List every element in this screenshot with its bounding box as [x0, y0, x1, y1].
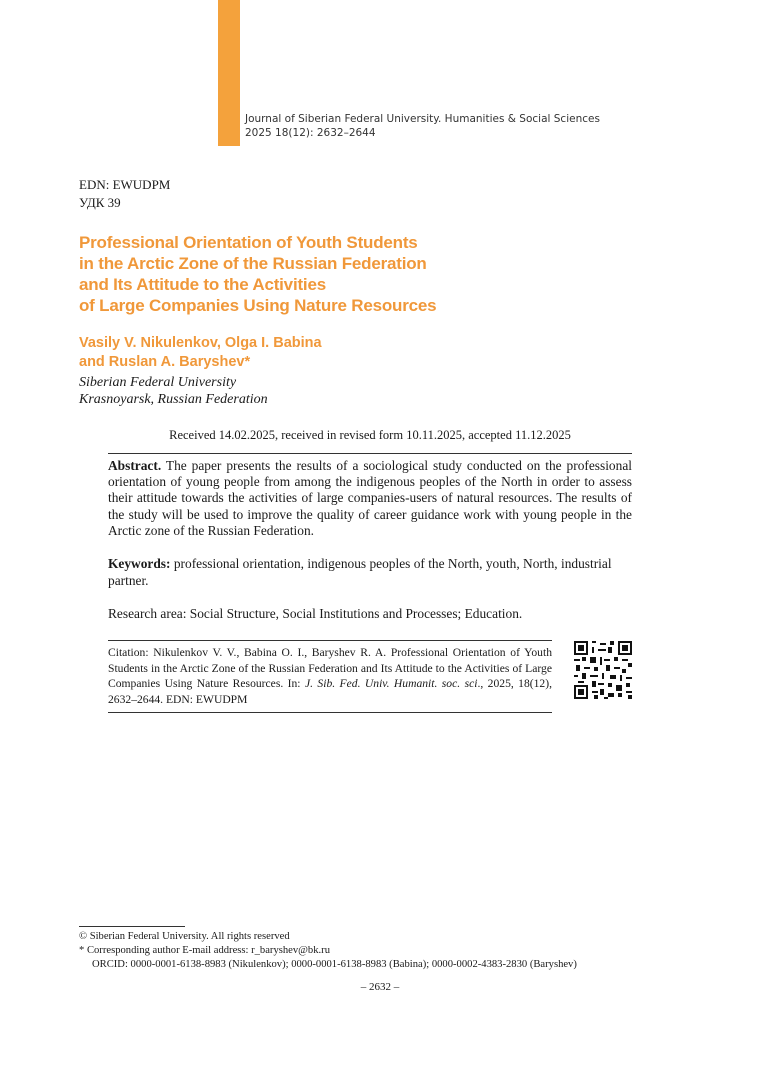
journal-header [245, 112, 665, 140]
abstract-text: The paper presents the results of a sociological study conducted on the professional orientation of young people from among the indigenous peoples of the North in order to assess their attitude towards the activities of large companies-users of natural resources. The results of the study will be used to improve the quality of career guidance work with young people in the Arctic zone of the Russian Federation. [108, 458, 632, 538]
citation-prefix: Citation: Nikulenkov V. V., Babina O. I., Baryshev R. A. Professional Orientation of Youth Students in the Arctic Zone of the Russian Federation and Its Attitude to the Activities of Large Companies Using Nature Resources. In: [108, 646, 552, 690]
title-line: of Large Companies Using Nature Resources [79, 296, 437, 315]
research-area: Research area: Social Structure, Social Institutions and Processes; Education. [108, 606, 523, 621]
affiliation [79, 374, 268, 408]
citation-top-rule [108, 640, 552, 641]
keywords-text: professional orientation, indigenous peoples of the North, youth, North, industrial partner. [108, 556, 612, 588]
journal-issue: 2025 18(12): 2632–2644 [245, 127, 376, 139]
qr-code [574, 641, 632, 699]
abstract-top-rule [108, 453, 632, 454]
citation-bottom-rule [108, 712, 552, 713]
title-line: and Its Attitude to the Activities [79, 275, 326, 294]
keywords [108, 556, 632, 589]
orcid-note: ORCID: 0000-0001-6138-8983 (Nikulenkov); 0000-0001-6138-8983 (Babina); 0000-0002-4383-2830 (Baryshev) [92, 959, 577, 970]
journal-name: Journal of Siberian Federal University. Humanities & Social Sciences [245, 113, 600, 125]
abstract [108, 458, 632, 539]
authors-line: and Ruslan A. Baryshev* [79, 354, 251, 370]
citation [108, 645, 552, 707]
abstract-label: Abstract. [108, 458, 162, 473]
corresponding-author-note: * Corresponding author E-mail address: r_baryshev@bk.ru [79, 945, 331, 956]
citation-journal: J. Sib. Fed. Univ. Humanit. soc. sci [304, 677, 478, 690]
article-meta [79, 176, 170, 212]
citation-suffix: ., 2025, 18(12), 2632–2644. EDN: EWUDPM [108, 677, 552, 706]
copyright-note: © Siberian Federal University. All rights reserved [79, 931, 290, 942]
udk-code: УДК 39 [79, 195, 121, 210]
page-number: – 2632 – [360, 981, 400, 993]
footnote-rule [79, 926, 185, 927]
received-dates: Received 14.02.2025, received in revised form 10.11.2025, accepted 11.12.2025 [169, 428, 571, 442]
article-authors [79, 334, 639, 372]
article-title [79, 232, 639, 316]
keywords-label: Keywords: [108, 556, 171, 571]
title-line: Professional Orientation of Youth Students [79, 233, 418, 252]
edn-code: EDN: EWUDPM [79, 177, 171, 192]
header-accent-bar [218, 0, 240, 146]
title-line: in the Arctic Zone of the Russian Federation [79, 254, 427, 273]
authors-line: Vasily V. Nikulenkov, Olga I. Babina [79, 335, 322, 351]
affiliation-university: Siberian Federal University [79, 375, 237, 390]
affiliation-city: Krasnoyarsk, Russian Federation [79, 392, 268, 407]
footnotes [79, 930, 679, 972]
